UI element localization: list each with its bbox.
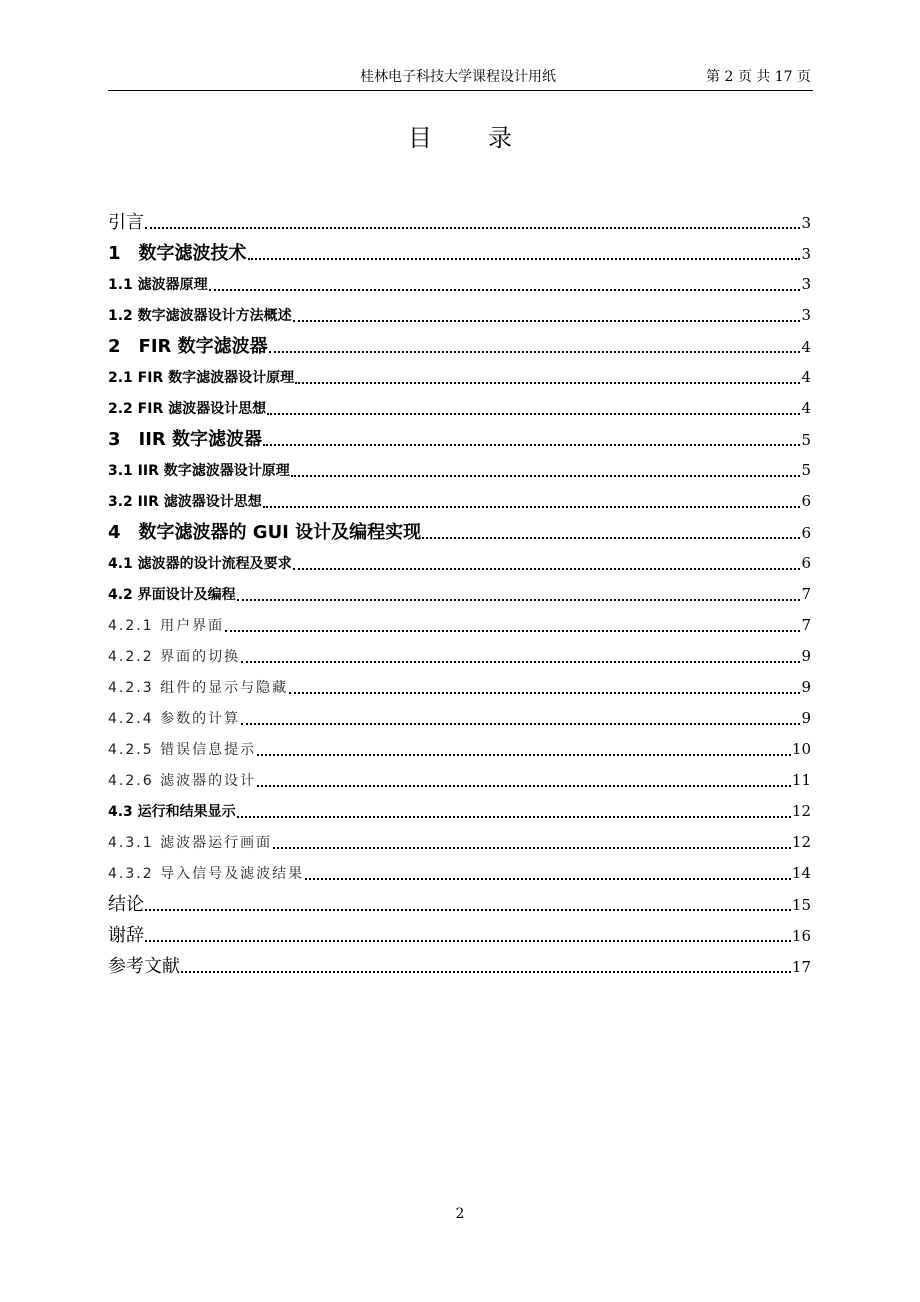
toc-leader-dots xyxy=(422,537,800,539)
toc-entry[interactable] xyxy=(108,610,811,641)
toc-entry-label: 4.1 滤波器的设计流程及要求 xyxy=(108,556,292,572)
toc-leader-dots xyxy=(248,258,801,260)
toc-entry-page: 7 xyxy=(801,585,811,603)
header-school: 桂林电子科技大学课程设计用纸 xyxy=(360,69,556,85)
toc-leader-dots xyxy=(291,475,801,477)
toc-entry-label: 1.2 数字滤波器设计方法概述 xyxy=(108,308,292,324)
toc-entry-page: 3 xyxy=(801,306,811,324)
toc-entry-page: 11 xyxy=(791,771,811,789)
toc-entry-page: 4 xyxy=(801,399,811,417)
toc-entry-label: 4.2.5 错误信息提示 xyxy=(108,742,257,758)
toc-entry-page: 5 xyxy=(801,461,811,479)
toc-leader-dots xyxy=(241,723,800,725)
toc-leader-dots xyxy=(225,630,800,632)
toc-entry-label: 4 数字滤波器的 GUI 设计及编程实现 xyxy=(108,522,422,543)
toc-entry-page: 9 xyxy=(801,647,811,665)
page-header xyxy=(108,62,813,91)
toc-entry-label: 谢辞 xyxy=(108,925,144,946)
toc-entry[interactable] xyxy=(108,641,811,672)
page-title: 目录 xyxy=(408,124,568,152)
toc-entry[interactable] xyxy=(108,734,811,765)
toc-entry-label: 3.2 IIR 滤波器设计思想 xyxy=(108,494,262,510)
toc-entry[interactable] xyxy=(108,269,811,300)
toc-leader-dots xyxy=(257,785,791,787)
toc-entry[interactable] xyxy=(108,827,811,858)
toc-leader-dots xyxy=(145,940,791,942)
toc-entry-label: 4.3.1 滤波器运行画面 xyxy=(108,835,273,851)
toc-entry[interactable] xyxy=(108,765,811,796)
toc-entry-label: 2.2 FIR 滤波器设计思想 xyxy=(108,401,267,417)
toc-leader-dots xyxy=(237,599,801,601)
toc-leader-dots xyxy=(273,847,791,849)
toc-entry-page: 14 xyxy=(791,864,811,882)
toc-entry-label: 4.2.4 参数的计算 xyxy=(108,711,241,727)
toc-entry[interactable] xyxy=(108,455,811,486)
toc-entry[interactable] xyxy=(108,238,811,269)
toc-entry-page: 3 xyxy=(801,245,811,263)
toc-leader-dots xyxy=(269,351,801,353)
toc-entry-page: 3 xyxy=(801,214,811,232)
toc-entry-page: 4 xyxy=(801,338,811,356)
toc-entry[interactable] xyxy=(108,331,811,362)
toc-entry-label: 4.2.6 滤波器的设计 xyxy=(108,773,257,789)
toc-entry-page: 12 xyxy=(791,833,811,851)
toc-entry-label: 4.2 界面设计及编程 xyxy=(108,587,236,603)
toc-entry-page: 16 xyxy=(791,927,811,945)
toc-entry-label: 1.1 滤波器原理 xyxy=(108,277,208,293)
toc-entry-label: 4.2.1 用户界面 xyxy=(108,618,225,634)
toc-entry-page: 9 xyxy=(801,709,811,727)
toc-entry[interactable] xyxy=(108,672,811,703)
toc-entry-label: 2 FIR 数字滤波器 xyxy=(108,336,268,357)
toc-entry[interactable] xyxy=(108,703,811,734)
toc-entry[interactable] xyxy=(108,579,811,610)
toc-leader-dots xyxy=(289,692,800,694)
toc-entry[interactable] xyxy=(108,424,811,455)
toc-leader-dots xyxy=(181,971,791,973)
toc-entry-page: 9 xyxy=(801,678,811,696)
toc-entry[interactable] xyxy=(108,796,811,827)
table-of-contents xyxy=(108,207,811,982)
toc-leader-dots xyxy=(263,444,800,446)
toc-leader-dots xyxy=(237,816,791,818)
toc-entry-label: 4.3 运行和结果显示 xyxy=(108,804,236,820)
toc-entry-page: 6 xyxy=(801,554,811,572)
toc-entry-page: 10 xyxy=(791,740,811,758)
toc-entry[interactable] xyxy=(108,362,811,393)
toc-entry-page: 6 xyxy=(801,492,811,510)
toc-entry-page: 15 xyxy=(791,896,811,914)
toc-leader-dots xyxy=(145,227,800,229)
toc-leader-dots xyxy=(241,661,800,663)
toc-entry-page: 6 xyxy=(801,524,811,542)
toc-leader-dots xyxy=(145,909,791,911)
toc-entry[interactable] xyxy=(108,951,811,982)
toc-leader-dots xyxy=(209,289,801,291)
toc-leader-dots xyxy=(305,878,791,880)
header-page-info: 第 2 页 共 17 页 xyxy=(706,69,811,85)
toc-entry[interactable] xyxy=(108,548,811,579)
toc-entry-label: 引言 xyxy=(108,212,144,233)
toc-entry-page: 4 xyxy=(801,368,811,386)
toc-leader-dots xyxy=(293,568,801,570)
toc-entry-label: 3 IIR 数字滤波器 xyxy=(108,429,263,450)
toc-entry-page: 12 xyxy=(791,802,811,820)
toc-entry-page: 3 xyxy=(801,275,811,293)
toc-entry-page: 7 xyxy=(801,616,811,634)
toc-entry[interactable] xyxy=(108,858,811,889)
toc-entry-label: 3.1 IIR 数字滤波器设计原理 xyxy=(108,463,290,479)
toc-entry-label: 1 数字滤波技术 xyxy=(108,243,247,264)
toc-entry-label: 参考文献 xyxy=(108,956,180,977)
page-number: 2 xyxy=(455,1206,465,1222)
toc-leader-dots xyxy=(267,413,800,415)
toc-entry-label: 4.2.3 组件的显示与隐藏 xyxy=(108,680,289,696)
toc-entry-page: 17 xyxy=(791,958,811,976)
toc-entry[interactable] xyxy=(108,300,811,331)
toc-entry[interactable] xyxy=(108,517,811,548)
toc-entry[interactable] xyxy=(108,920,811,951)
toc-leader-dots xyxy=(293,320,801,322)
toc-entry[interactable] xyxy=(108,207,811,238)
toc-entry-label: 4.3.2 导入信号及滤波结果 xyxy=(108,866,305,882)
toc-entry-label: 2.1 FIR 数字滤波器设计原理 xyxy=(108,370,295,386)
toc-entry-label: 4.2.2 界面的切换 xyxy=(108,649,241,665)
toc-leader-dots xyxy=(295,382,800,384)
toc-entry[interactable] xyxy=(108,889,811,920)
toc-entry[interactable] xyxy=(108,486,811,517)
toc-entry-label: 结论 xyxy=(108,894,144,915)
toc-leader-dots xyxy=(257,754,791,756)
toc-entry-page: 5 xyxy=(801,431,811,449)
toc-leader-dots xyxy=(263,506,801,508)
toc-entry[interactable] xyxy=(108,393,811,424)
